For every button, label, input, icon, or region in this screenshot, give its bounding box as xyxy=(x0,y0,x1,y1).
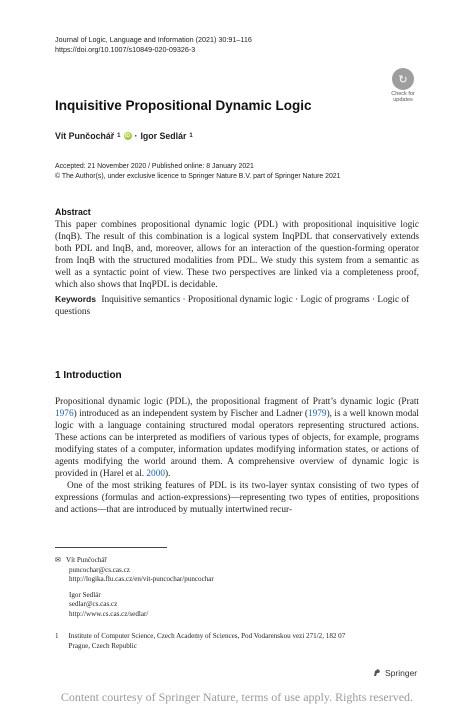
footnote-divider xyxy=(55,547,167,548)
contact-name: Vít Punčochář xyxy=(66,556,107,564)
contact-email[interactable]: sedlar@cs.cas.cz xyxy=(69,600,118,608)
contact-url[interactable]: http://logika.flu.cas.cz/en/vit-puncochar/puncochar xyxy=(69,575,214,583)
author-affiliation-mark: 1 xyxy=(189,133,193,139)
paragraph-text: ). xyxy=(164,469,171,479)
author-affiliation-mark: 1 xyxy=(117,133,121,139)
keywords-text: Inquisitive semantics · Propositional dynamic logic · Logic of programs · Logic of questions xyxy=(55,295,410,317)
affiliation-line: Institute of Computer Science, Czech Academy of Sciences, Pod Vodarenskou vezi 271/2, 182 07 xyxy=(68,632,346,640)
journal-citation: Journal of Logic, Language and Information (2021) 30:91–116 xyxy=(55,35,252,44)
introduction-body xyxy=(55,396,419,516)
journal-header xyxy=(55,35,252,55)
refresh-icon: ↻ xyxy=(392,68,414,90)
author-separator: · xyxy=(134,131,138,141)
publication-dates xyxy=(55,162,340,182)
courtesy-footer: Content courtesy of Springer Nature, terms of use apply. Rights reserved. xyxy=(60,690,414,704)
author-list xyxy=(55,131,193,141)
citation-link[interactable]: 1979 xyxy=(307,409,327,419)
contact-name: Igor Sedlár xyxy=(69,590,101,599)
publisher-name: Springer xyxy=(385,668,418,678)
orcid-icon[interactable]: iD xyxy=(125,133,130,139)
contact-url[interactable]: http://www.cs.cas.cz/sedlar/ xyxy=(69,609,149,618)
citation-link[interactable]: 1976 xyxy=(55,409,74,419)
check-updates-line2: updates xyxy=(393,97,413,103)
check-updates-line1: Check for xyxy=(391,91,415,97)
check-for-updates-badge[interactable] xyxy=(388,68,418,102)
keywords-label: Keywords xyxy=(55,294,97,304)
paragraph-text: ), is a well known modal logic with a language containing structured modal operators representing structured actions. These actions can be interpreted as modifiers of various types of objects, for example, programs modifying states of a computer, information updates modifying information states, or actions of agents modifying the world around them. A comprehensive overview of dynamic logic is provided in (Harel et al. xyxy=(55,409,419,479)
dates-line: Accepted: 21 November 2020 / Published online: 8 January 2021 xyxy=(55,163,254,170)
springer-horse-icon xyxy=(372,668,382,678)
abstract-heading: Abstract xyxy=(55,207,91,217)
abstract-text: This paper combines propositional dynamic logic (PDL) with propositional inquisitive logic (InqB). The result of this combination is a logical system InqPDL that conservatively extends both PDL and InqB, and, moreover, allows for an interaction of the question-forming operator from InqB with the structured modalities from PDL. We study this system from a semantic as well as a syntactic point of view. These two perspectives are linked via a completeness proof, which also shows that InqPDL is decidable. xyxy=(55,220,419,290)
keywords xyxy=(55,293,419,318)
contact-email[interactable]: puncochar@cs.cas.cz xyxy=(69,565,130,574)
envelope-icon: ✉ xyxy=(55,556,61,564)
paper-title: Inquisitive Propositional Dynamic Logic xyxy=(55,98,312,113)
section-heading: 1 Introduction xyxy=(55,370,122,381)
paragraph-text: Propositional dynamic logic (PDL), the propositional fragment of Pratt’s dynamic logic (Pratt xyxy=(55,397,419,407)
affiliation xyxy=(55,632,345,651)
journal-doi[interactable]: https://doi.org/10.1007/s10849-020-09326-3 xyxy=(55,45,196,54)
affiliation-number: 1 xyxy=(55,632,59,640)
citation-link[interactable]: 2000 xyxy=(146,469,165,479)
author-name[interactable]: Vít Punčochář xyxy=(55,131,115,141)
paragraph xyxy=(55,396,419,480)
contact-info xyxy=(55,556,214,619)
copyright-line: © The Author(s), under exclusive licence to Springer Nature B.V. part of Springer Nature 2021 xyxy=(55,173,341,180)
author-name[interactable]: Igor Sedlár xyxy=(140,131,187,141)
paragraph-text: ) introduced as an independent system by Fischer and Ladner ( xyxy=(73,409,308,419)
publisher-logo xyxy=(372,668,417,678)
paragraph: One of the most striking features of PDL is its two-layer syntax consisting of two types of expressions (formulas and action-expressions)—representing two types of entities, propositions and actions—that are introduced by mutually intertwined recur- xyxy=(55,481,419,515)
affiliation-line: Prague, Czech Republic xyxy=(68,641,137,650)
